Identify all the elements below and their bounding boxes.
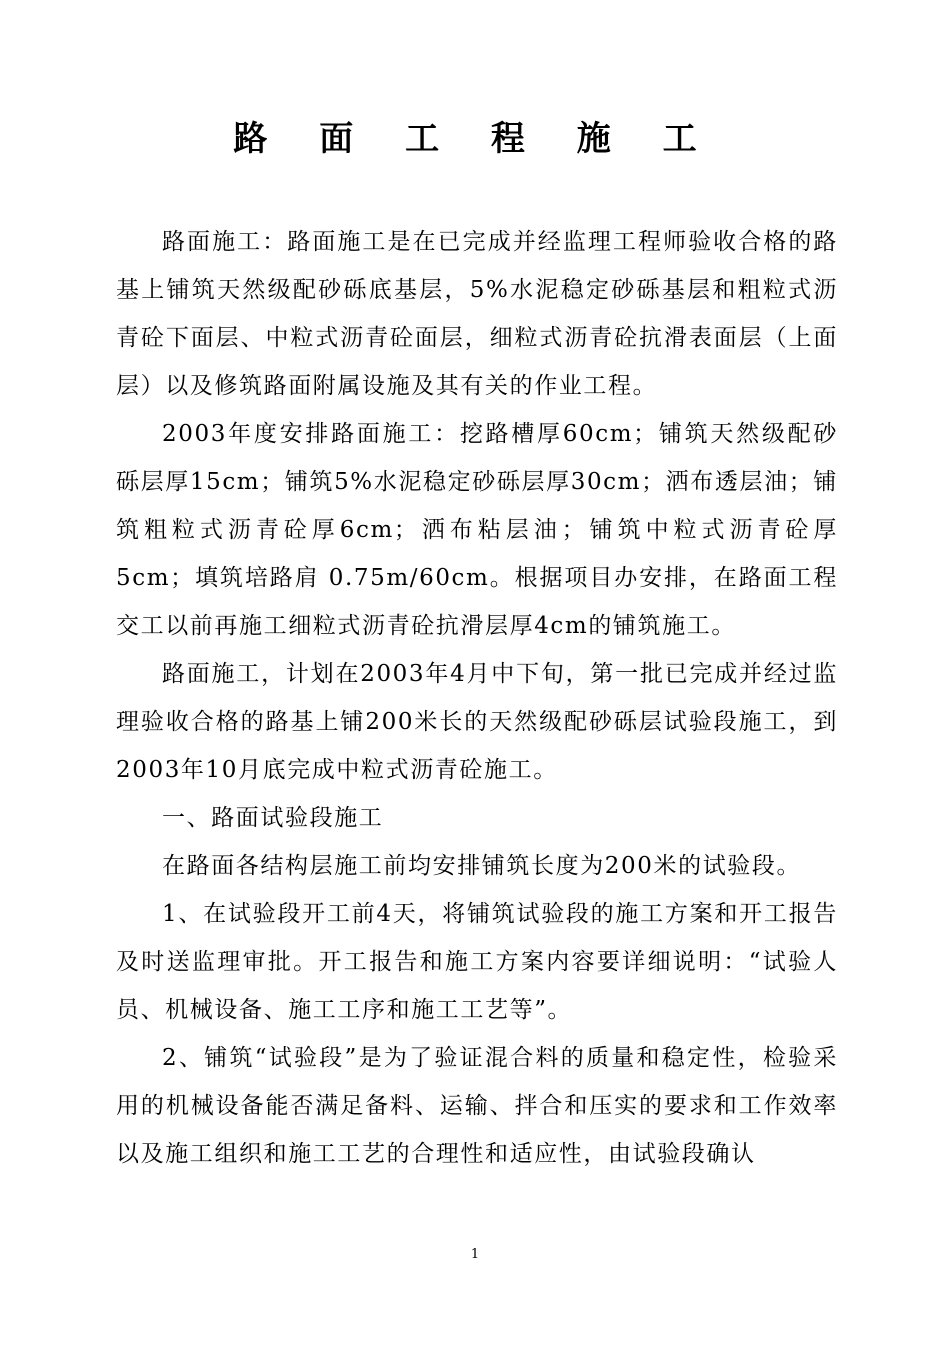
paragraph-trial-length: 在路面各结构层施工前均安排铺筑长度为200米的试验段。 — [162, 853, 802, 879]
section-heading-trial-section: 一、路面试验段施工 — [162, 805, 384, 831]
paragraph-schedule: 路面施工，计划在2003年4月中下旬，第一批已完成并经过监理验收合格的路基上铺200米长的天然级配砂砾层试验段施工，到2003年10月底完成中粒式沥青砼施工。 — [116, 661, 838, 783]
paragraph-item-1: 1、在试验段开工前4天，将铺筑试验段的施工方案和开工报告及时送监理审批。开工报告和施工方案内容要详细说明：“试验人员、机械设备、施工工序和施工工艺等”。 — [116, 901, 838, 1023]
document-title: 路 面 工 程 施 工 — [233, 119, 717, 159]
paragraph-item-2: 2、铺筑“试验段”是为了验证混合料的质量和稳定性，检验采用的机械设备能否满足备料、运输、拌合和压实的要求和工作效率以及施工组织和施工工艺的合理性和适应性，由试验段确认 — [116, 1045, 838, 1167]
page-number: 1 — [470, 1247, 480, 1262]
paragraph-2003-plan: 2003年度安排路面施工：挖路槽厚60cm；铺筑天然级配砂砾层厚15cm；铺筑5%水泥稳定砂砾层厚30cm；洒布透层油；铺筑粗粒式沥青砼厚6cm；洒布粘层油；铺筑中粒式沥青砼厚5cm；填筑培路肩 0.75m/60cm。根据项目办安排，在路面工程交工以前再施工细粒式沥青砼抗滑层厚4cm的铺筑施工。 — [116, 421, 838, 639]
paragraph-road-surface-construction: 路面施工：路面施工是在已完成并经监理工程师验收合格的路基上铺筑天然级配砂砾底基层，5%水泥稳定砂砾基层和粗粒式沥青砼下面层、中粒式沥青砼面层，细粒式沥青砼抗滑表面层（上面层）以及修筑路面附属设施及其有关的作业工程。 — [116, 229, 838, 399]
document-body — [116, 218, 838, 1178]
